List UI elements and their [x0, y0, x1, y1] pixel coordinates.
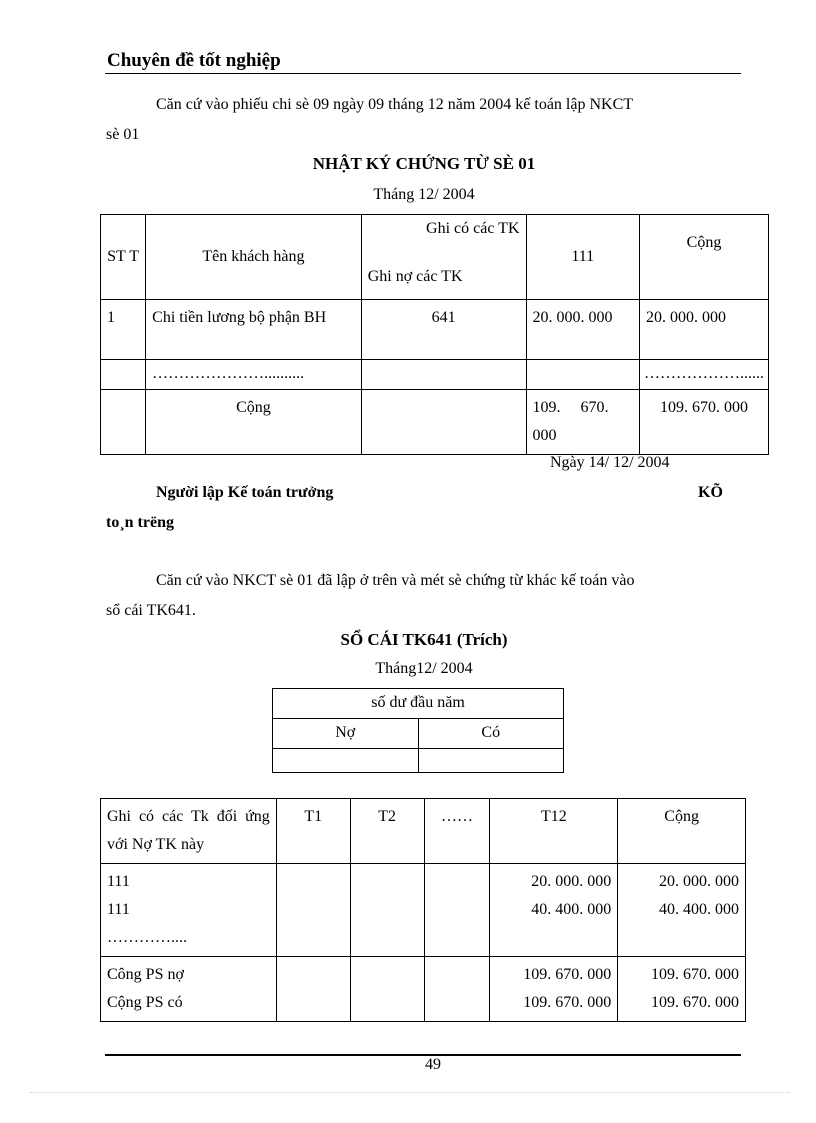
- ledger-row-desc: 111: [107, 901, 130, 918]
- journal-row-111: [526, 360, 639, 390]
- ledger-summary-credit-t12: 109. 670. 000: [523, 994, 612, 1011]
- journal-row-acc: [361, 360, 526, 390]
- journal-row: [101, 360, 769, 390]
- journal-head-debit: Ghi nợ các TK: [367, 268, 463, 285]
- journal-month: Tháng 12/ 2004: [373, 186, 475, 203]
- ledger-row-total: 20. 000. 000: [659, 873, 739, 890]
- journal-head-111: 111: [526, 215, 639, 300]
- journal-row-stt: 1: [101, 300, 146, 360]
- journal-head-stt: ST T: [101, 215, 146, 300]
- ledger-t2-cell: [350, 864, 424, 957]
- page-number: 49: [425, 1056, 441, 1073]
- opening-balance-table: [272, 688, 564, 773]
- intro1-line1: Căn cứ vào phiếu chi sè 09 ngày 09 tháng 12 năm 2004 kế toán lập NKCT: [156, 96, 634, 113]
- signature-left: Người lập Kế toán trưởng: [156, 484, 334, 501]
- journal-total-stt: [101, 390, 146, 455]
- ledger-body-group: [101, 864, 746, 957]
- ledger-head-total: Cộng: [618, 799, 746, 864]
- journal-row-total: ………………......: [639, 360, 768, 390]
- ledger-desc-cell: [101, 864, 277, 957]
- ledger-summary-dots: [424, 957, 490, 1022]
- ledger-row-desc: 111: [107, 873, 130, 890]
- ledger-dots-cell: [424, 864, 490, 957]
- ledger-summary-t1: [276, 957, 350, 1022]
- journal-row-acc: 641: [361, 300, 526, 360]
- journal-row-111: 20. 000. 000: [526, 300, 639, 360]
- opening-credit: Có: [418, 719, 564, 749]
- ledger-summary-debit-total: 109. 670. 000: [651, 966, 739, 983]
- journal-total-row: [101, 390, 769, 455]
- ledger-row-t12: 40. 400. 000: [531, 901, 612, 918]
- intro2-line1: Căn cứ vào NKCT sè 01 đã lập ở trên và mét sè chứng từ khác kế toán vào: [156, 572, 635, 589]
- ledger-table: [100, 798, 746, 1022]
- ledger-head-t1: T1: [276, 799, 350, 864]
- intro-paragraph-1: [106, 90, 742, 150]
- opening-balance-label: số dư đầu năm: [273, 689, 564, 719]
- ledger-row-t12: 20. 000. 000: [531, 873, 612, 890]
- opening-debit-value: [273, 749, 419, 773]
- journal-row-name: Chi tiền lương bộ phận BH: [146, 300, 362, 360]
- ledger-head-dots: ……: [424, 799, 490, 864]
- ledger-total-cell: [618, 864, 746, 957]
- signature-right: KÕ: [698, 484, 723, 501]
- intro2-line2: sổ cái TK641.: [106, 602, 196, 619]
- page-header-title: Chuyên đề tốt nghiệp: [107, 50, 281, 71]
- journal-total-111: 109. 670. 000: [526, 390, 639, 455]
- ledger-summary-desc-cell: [101, 957, 277, 1022]
- ledger-head-t12: T12: [490, 799, 618, 864]
- ledger-summary-credit-label: Cộng PS có: [107, 994, 183, 1011]
- ledger-summary-t2: [350, 957, 424, 1022]
- journal-date: Ngày 14/ 12/ 2004: [550, 454, 670, 471]
- journal-total-value: 109. 670. 000: [639, 390, 768, 455]
- ledger-summary-debit-label: Công PS nợ: [107, 966, 184, 983]
- intro1-line2: sè 01: [106, 126, 140, 143]
- journal-row: [101, 300, 769, 360]
- ledger-header-row: [101, 799, 746, 864]
- journal-row-total: 20. 000. 000: [639, 300, 768, 360]
- ledger-summary-group: [101, 957, 746, 1022]
- opening-debit: Nợ: [273, 719, 419, 749]
- header-rule: [105, 73, 741, 74]
- opening-credit-value: [418, 749, 564, 773]
- journal-header-row: [101, 215, 769, 300]
- journal-total-acc: [361, 390, 526, 455]
- journal-head-credit-debit: [361, 215, 526, 300]
- ledger-summary-credit-total: 109. 670. 000: [651, 994, 739, 1011]
- ledger-summary-total-cell: [618, 957, 746, 1022]
- ledger-summary-t12-cell: [490, 957, 618, 1022]
- page-bottom-divider: [30, 1092, 790, 1093]
- journal-total-label: Cộng: [146, 390, 362, 455]
- ledger-month: Tháng12/ 2004: [375, 660, 473, 677]
- signature-wrap: to¸n trëng: [106, 514, 174, 531]
- intro-paragraph-2: [106, 566, 742, 626]
- journal-title: NHẬT KÝ CHỨNG TỪ SÈ 01: [312, 154, 536, 173]
- ledger-row-total: 40. 400. 000: [659, 901, 739, 918]
- ledger-head-desc: Ghi có các Tk đối ứng với Nợ TK này: [101, 799, 277, 864]
- ledger-summary-debit-t12: 109. 670. 000: [523, 966, 612, 983]
- journal-head-credit: Ghi có các TK: [426, 220, 520, 237]
- ledger-t12-cell: [490, 864, 618, 957]
- journal-row-stt: [101, 360, 146, 390]
- journal-head-total: Cộng: [639, 215, 768, 300]
- journal-head-customer: Tên khách hàng: [146, 215, 362, 300]
- ledger-row-desc: …………....: [107, 929, 187, 946]
- journal-table: [100, 214, 769, 455]
- journal-row-name: …………………..........: [146, 360, 362, 390]
- ledger-t1-cell: [276, 864, 350, 957]
- ledger-title: SỔ CÁI TK641 (Trích): [340, 630, 508, 649]
- ledger-head-t2: T2: [350, 799, 424, 864]
